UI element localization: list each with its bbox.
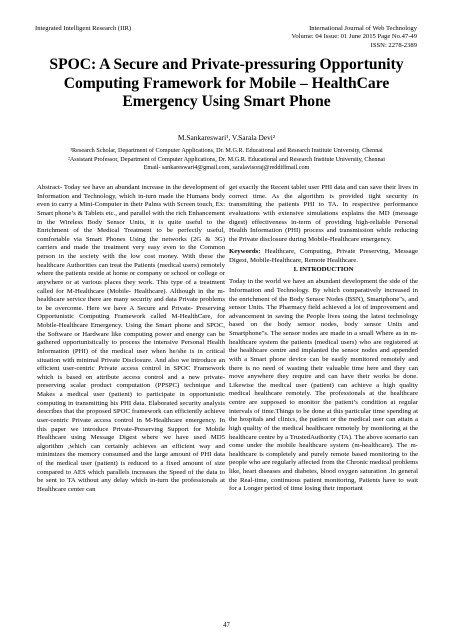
paper-title: SPOC: A Secure and Private-pressuring Opportunity Computing Framework for Mobile – HealthCare Emergency Using Smart Phone (49, 56, 404, 110)
running-header-left: Integrated Intelligent Research (IIR) (35, 25, 132, 32)
keywords-label: Keywords: (229, 248, 261, 256)
page-number: 47 (223, 622, 230, 629)
keywords-list: Healthcare, Computing, Private Preserving, Message Digest, Mobile-Healthcare, Remote Healthcare. (229, 248, 418, 264)
author-emails: Email- sankareswari4@gmail.com, saralavisoraj@reddiffmail.com (143, 164, 310, 172)
author-list: M.Sankareswari¹, V.Sarala Devi² (177, 133, 276, 142)
right-column (229, 184, 418, 494)
affiliation-2: ²Assistant Professor, Department of Computer Applications, Dr. M.G.R. Educational and Research Institute University, Chennai (67, 155, 386, 163)
section-heading-introduction: I. INTRODUCTION (293, 265, 354, 273)
affiliation-1: ¹Research Scholar, Department of Computer Applications, Dr. M.G.R. Educational and Research Institute University, Chennai (70, 147, 383, 154)
abstract-continued: get exactly the Recent tablet user PHI data and can save their lives in correct time. As the algorithm is provided tight security in transmitting the patients PHI to TA. In respective performance evaluations with extensive simulations explains the MD (message digest) effectiveness in-term of providing high-reliable Personal Health Information (PHI) process and transmission while reducing the Private disclosure during Mobile-Healthcare emergency. (229, 184, 418, 243)
left-column (37, 184, 225, 495)
running-header-right (291, 25, 417, 50)
keywords-line (229, 248, 418, 265)
volume-issue: Volume: 04 Issue: 01 June 2015 Page No.47-49 (291, 33, 417, 41)
abstract-paragraph: Abstract- Today we have an abundant increase in the development of Information and Technology, which in-turn made the Humans body even to carry a Mini-Computer in their Palms with Screen touch, Ex: Smart phone’s & Tablets etc., and parallel with the rich Enhancement in the Wireless Body Sensor Units, it is quite useful to the Enrichment of the Medical Treatment to be perfectly useful, comfortable via Smart Phones Using the networks (2G & 3G) carriers and made the treatment very easy even to the Common person in the society with the low cost money. With these the healthcare Authorities can treat the Patients (medical users) remotely where the patients reside at home or company or school or college or anywhere or at various places they work. This type of a treatment called for M-Healthcare (Mobile- Healthcare). Although in the m-healthcare service there are many security and data Private problems to be overcome. Here we have A Secure and Private- Preserving Opportunistic Computing Framework called M-HealthCare, for Mobile-Healthcare Emergency. Using the Smart phone and SPOC, the Software or Hardware like computing power and energy can be gathered opportunistically to process the intensive Personal Health Information (PHI) of the medical user when he/she is in critical situation with minimal Private Disclosure. And also we introduce an efficient user-centric Private access control in SPOC Framework which is based on attribute access control and a new private-preserving scalar product computation (PPSPC) technique and Makes a medical user (patient) to participate in opportunistic computing in transmitting his PHI data. Elaborated security analysis describes that the proposed SPOC framework can efficiently achieve user-centric Private access control in M-Healthcare emergency. In this paper we introduce Private-Preserving Support for Mobile Healthcare using Message Digest where we have used MD5 algorithm ,which can certainly achieves an efficient way and minimizes the memory consumed and the large amount of PHI data of the medical user (patient) is reduced to a fixed amount of size compared to AES which parallels increases the Speed of the data to be sent to TA without any delay which in-turn the professionals at Healthcare center can (37, 184, 225, 493)
affiliations (28, 147, 425, 173)
introduction-paragraph: Today in the world we have an abundant development the side of the Information and Technology. By which comparatively increased in the enrichment of the Body Sensor Nodes (BSN), Smartphone"s, and sensor Units. The Pharmacy field achieved a lot of improvement and advancement in saving the People lives using the latest technology based on the body sensor nodes, body sensor Units and Smartphone"s. The sensor nodes are made in a small Where as in m-healthcare system the patients (medical users) who are registered at the healthcare centre and implanted the sensor nodes and appended with a Smart phone device can be easily monitored remotely and there is no need of wasting their valuable time here and they can move anywhere they require and can have their works be done. Likewise the medical user (patient) can achieve a high quality medical healthcare remotely. The professionals at the healthcare centre are supposed to monitor the patient’s condition at regular intervals of time.Things to be done at this particular time spending at the hospitals and clinics, the patient or the medical user can attain a high quality of the medical healthcare remotely by monitoring at the healthcare centre by a TrustedAuthority (TA). The above scenario can come under the mobile healthcare system (m-healthcare). The m-healthcare is completely and purely remote based monitoring to the people who are regularly affected from the Chronic medical problems like, heart diseases and diabetes, blood oxygen saturation .In general the Real-time, continuous patient monitoring, Patients have to wait for a Longer period of time losing their important (229, 278, 418, 493)
journal-name: International Journal of Web Technology (309, 25, 417, 32)
issn: ISSN: 2278-2389 (370, 41, 417, 49)
